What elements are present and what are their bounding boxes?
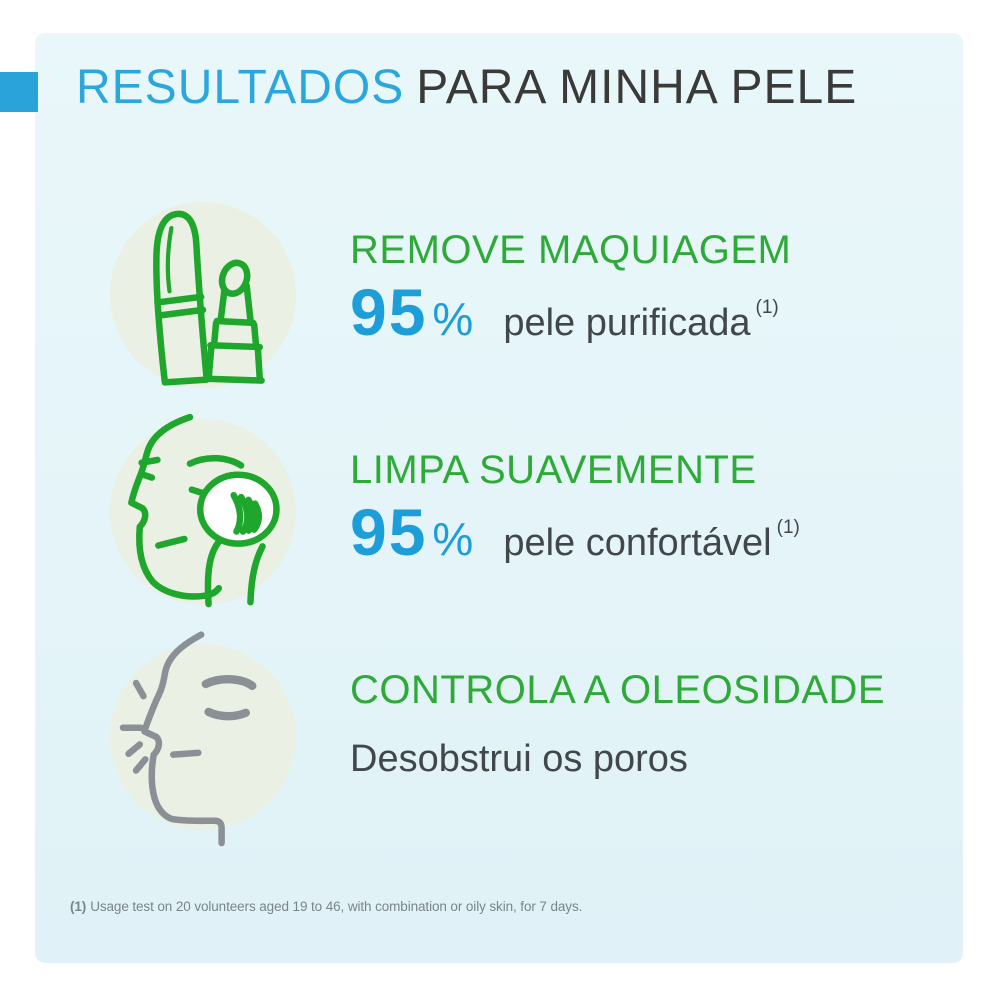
stat-value: 95 <box>350 495 428 569</box>
benefit-icon-oil-control <box>110 644 296 830</box>
benefit-icon-gentle-cleanse <box>110 419 296 605</box>
footnote-reference: (1) <box>755 297 779 318</box>
benefit-stat <box>350 275 791 349</box>
benefit-heading: LIMPA SUAVEMENTE <box>350 448 757 492</box>
footnote <box>70 899 582 914</box>
stat-label: pele confortável <box>503 522 772 564</box>
benefit-icon-remove-makeup <box>110 202 296 388</box>
footnote-reference: (1) <box>776 517 800 538</box>
benefit-row-oil-control <box>350 668 885 781</box>
benefit-row-gentle-cleanse <box>350 448 800 569</box>
stat-unit: % <box>432 293 474 345</box>
benefit-heading: CONTROLA A OLEOSIDADE <box>350 668 886 712</box>
benefit-row-remove-makeup <box>350 228 792 349</box>
face-profile-icon <box>110 644 296 830</box>
page-title <box>76 61 858 114</box>
benefit-subtext: Desobstrui os poros <box>350 738 688 780</box>
title-accent-square <box>0 72 38 112</box>
stat-unit: % <box>432 513 474 565</box>
page-title-highlight: RESULTADOS <box>76 61 405 114</box>
footnote-text: Usage test on 20 volunteers aged 19 to 46, with combination or oily skin, for 7 days. <box>90 899 583 914</box>
stat-value: 95 <box>350 275 428 349</box>
face-cotton-pad-icon <box>110 419 296 605</box>
mascara-lipstick-icon <box>110 202 296 388</box>
benefit-stat <box>350 495 800 569</box>
benefit-heading: REMOVE MAQUIAGEM <box>350 228 792 272</box>
footnote-ref-number: (1) <box>70 899 87 914</box>
page-title-rest: PARA MINHA PELE <box>416 61 858 114</box>
stat-label: pele purificada <box>503 302 751 344</box>
